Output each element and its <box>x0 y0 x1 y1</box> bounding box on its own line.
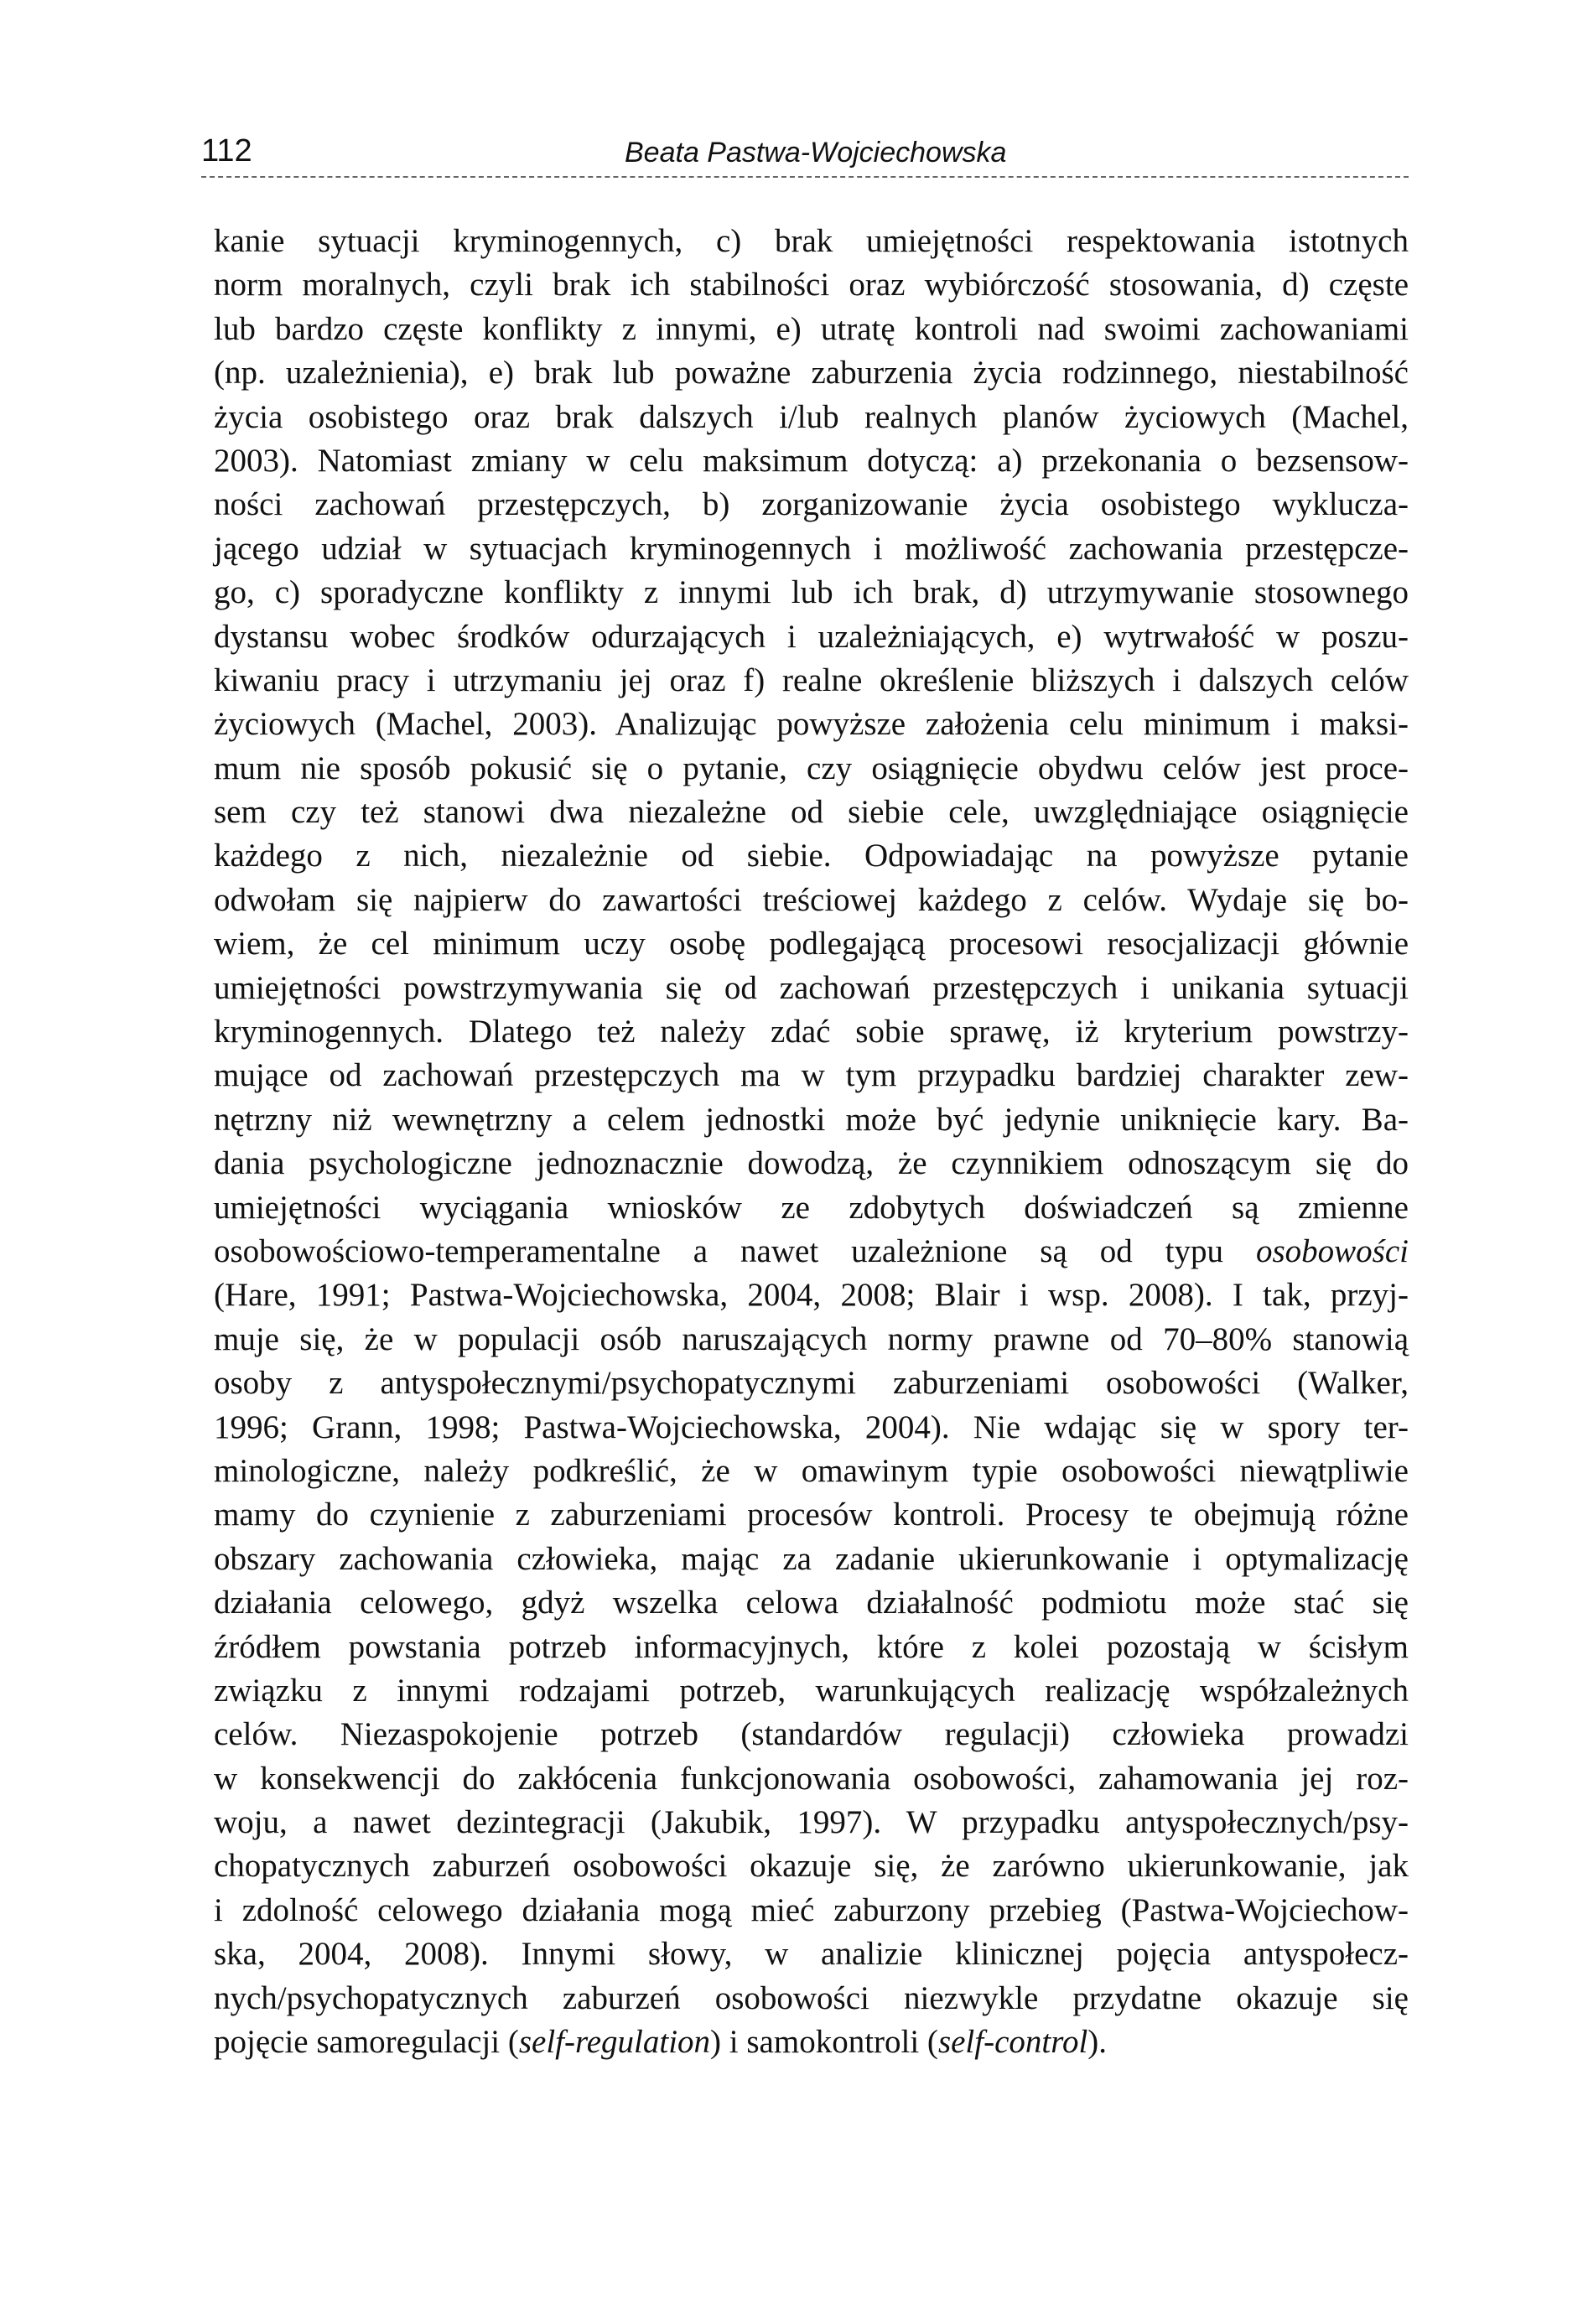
text-segment: i zdolność celowego działania mogą mieć zaburzony przebieg (Pastwa-Wojciechow- <box>214 1891 1409 1928</box>
text-segment: woju, a nawet dezintegracji (Jakubik, 1997). W przypadku antyspołecznych/psy- <box>214 1804 1409 1841</box>
text-line <box>214 1713 1409 1756</box>
page-number: 112 <box>201 133 252 169</box>
italic-segment: self-regulation <box>518 2024 711 2061</box>
text-segment: mum nie sposób pokusić się o pytanie, czy osiągnięcie obydwu celów jest proce- <box>214 750 1409 786</box>
text-segment: kryminogennych. Dlatego też należy zdać sobie sprawę, iż kryterium powstrzy- <box>214 1014 1409 1050</box>
text-line <box>214 1010 1409 1054</box>
text-line <box>214 1054 1409 1097</box>
text-segment: dystansu wobec środków odurzających i uzależniających, e) wytrwałość w poszu- <box>214 618 1409 655</box>
text-segment: dania psychologiczne jednoznacznie dowodzą, że czynnikiem odnoszącym się do <box>214 1145 1409 1182</box>
text-segment: w konsekwencji do zakłócenia funkcjonowania osobowości, zahamowania jej roz- <box>214 1760 1409 1797</box>
text-segment: osobowościowo-temperamentalne a nawet uzależnione są od typu <box>214 1232 1256 1269</box>
text-line <box>214 1274 1409 1317</box>
text-segment: chopatycznych zaburzeń osobowości okazuje się, że zarówno ukierunkowanie, jak <box>214 1848 1409 1885</box>
text-segment: obszary zachowania człowieka, mając za zadanie ukierunkowanie i optymalizację <box>214 1540 1409 1577</box>
text-segment: ska, 2004, 2008). Innymi słowy, w analizie klinicznej pojęcia antyspołecz- <box>214 1936 1409 1973</box>
text-segment: życia osobistego oraz brak dalszych i/lub realnych planów życiowych (Machel, <box>214 398 1409 435</box>
text-line <box>214 834 1409 878</box>
body-text <box>214 220 1409 2064</box>
text-segment: nętrzny niż wewnętrzny a celem jednostki może być jedynie uniknięcie kary. Ba- <box>214 1101 1409 1138</box>
italic-segment: self-control <box>937 2024 1088 2061</box>
text-line <box>214 879 1409 922</box>
text-segment: muje się, że w populacji osób naruszających normy prawne od 70–80% stanowią <box>214 1320 1409 1357</box>
text-line <box>214 1757 1409 1801</box>
text-segment: kiwaniu pracy i utrzymaniu jej oraz f) realne określenie bliższych i dalszych celów <box>214 661 1409 698</box>
text-segment: umiejętności powstrzymywania się od zachowań przestępczych i unikania sytuacji <box>214 969 1409 1006</box>
text-line <box>214 351 1409 395</box>
text-segment: (np. uzależnienia), e) brak lub poważne zaburzenia życia rodzinnego, niestabilność <box>214 355 1409 392</box>
text-line <box>214 1406 1409 1450</box>
text-line <box>214 396 1409 439</box>
text-segment: celów. Niezaspokojenie potrzeb (standardów regulacji) człowieka prowadzi <box>214 1716 1409 1753</box>
text-line <box>214 1977 1409 2021</box>
text-line <box>214 263 1409 307</box>
text-segment: 1996; Grann, 1998; Pastwa-Wojciechowska, 2004). Nie wdając się w spory ter- <box>214 1408 1409 1445</box>
text-segment: go, c) sporadyczne konflikty z innymi lub ich brak, d) utrzymywanie stosownego <box>214 574 1409 611</box>
text-line <box>214 308 1409 351</box>
running-head: Beata Pastwa-Wojciechowska <box>625 137 1007 169</box>
text-line <box>214 1362 1409 1405</box>
text-line <box>214 1889 1409 1932</box>
text-line <box>214 1801 1409 1844</box>
text-line <box>214 922 1409 966</box>
header-rule <box>201 176 1409 178</box>
text-segment: ) i samokontroli ( <box>710 2024 938 2061</box>
text-line <box>214 615 1409 659</box>
text-segment: ności zachowań przestępczych, b) zorganizowanie życia osobistego wyklucza- <box>214 486 1409 523</box>
text-segment: pojęcie samoregulacji ( <box>214 2024 519 2061</box>
text-segment: odwołam się najpierw do zawartości treściowej każdego z celów. Wydaje się bo- <box>214 881 1409 918</box>
text-segment: źródłem powstania potrzeb informacyjnych, które z kolei pozostają w ścisłym <box>214 1628 1409 1665</box>
text-segment: kanie sytuacji kryminogennych, c) brak umiejętności respektowania istotnych <box>214 223 1409 259</box>
text-line <box>214 439 1409 483</box>
text-line <box>214 220 1409 263</box>
text-line <box>214 527 1409 571</box>
text-line <box>214 1932 1409 1976</box>
text-segment: minologiczne, należy podkreślić, że w omawinym typie osobowości niewątpliwie <box>214 1452 1409 1489</box>
text-segment: życiowych (Machel, 2003). Analizując powyższe założenia celu minimum i maksi- <box>214 706 1409 743</box>
text-line <box>214 1626 1409 1669</box>
text-segment: (Hare, 1991; Pastwa-Wojciechowska, 2004, 2008; Blair i wsp. 2008). I tak, przyj- <box>214 1277 1409 1314</box>
text-segment: mujące od zachowań przestępczych ma w tym przypadku bardziej charakter zew- <box>214 1057 1409 1094</box>
text-segment: każdego z nich, niezależnie od siebie. Odpowiadając na powyższe pytanie <box>214 838 1409 874</box>
text-segment: ). <box>1087 2024 1108 2061</box>
text-line <box>214 1581 1409 1625</box>
text-line <box>214 1669 1409 1713</box>
text-line <box>214 1450 1409 1493</box>
text-line <box>214 483 1409 527</box>
page-header <box>201 132 1409 183</box>
text-segment: mamy do czynienie z zaburzeniami procesów kontroli. Procesy te obejmują różne <box>214 1497 1409 1533</box>
text-segment: jącego udział w sytuacjach kryminogennych i możliwość zachowania przestępcze- <box>214 530 1409 567</box>
text-segment: norm moralnych, czyli brak ich stabilności oraz wybiórczość stosowania, d) częste <box>214 267 1409 303</box>
text-segment: sem czy też stanowi dwa niezależne od siebie cele, uwzględniające osiągnięcie <box>214 794 1409 831</box>
text-line <box>214 1230 1409 1274</box>
text-line <box>214 791 1409 834</box>
text-line <box>214 703 1409 746</box>
text-line <box>214 2021 1409 2064</box>
italic-segment: osobowości <box>1255 1232 1409 1269</box>
text-line <box>214 1142 1409 1185</box>
text-segment: lub bardzo częste konflikty z innymi, e) utratę kontroli nad swoimi zachowaniami <box>214 310 1409 347</box>
text-line <box>214 1538 1409 1581</box>
text-line <box>214 1318 1409 1362</box>
paragraph <box>214 220 1409 2064</box>
text-segment: działania celowego, gdyż wszelka celowa działalność podmiotu może stać się <box>214 1585 1409 1621</box>
text-line <box>214 1844 1409 1888</box>
text-line <box>214 571 1409 615</box>
text-line <box>214 659 1409 703</box>
text-segment: 2003). Natomiast zmiany w celu maksimum dotyczą: a) przekonania o bezsensow- <box>214 442 1409 479</box>
text-line <box>214 747 1409 791</box>
text-segment: związku z innymi rodzajami potrzeb, warunkujących realizację współzależnych <box>214 1672 1409 1709</box>
text-segment: nych/psychopatycznych zaburzeń osobowości niezwykle przydatne okazuje się <box>214 1979 1409 2016</box>
text-segment: umiejętności wyciągania wniosków ze zdobytych doświadczeń są zmienne <box>214 1189 1409 1226</box>
text-line <box>214 1493 1409 1537</box>
text-segment: osoby z antyspołecznymi/psychopatycznymi zaburzeniami osobowości (Walker, <box>214 1365 1409 1402</box>
text-line <box>214 1098 1409 1142</box>
text-line <box>214 1186 1409 1230</box>
text-line <box>214 967 1409 1010</box>
text-segment: wiem, że cel minimum uczy osobę podlegającą procesowi resocjalizacji głównie <box>214 926 1409 962</box>
